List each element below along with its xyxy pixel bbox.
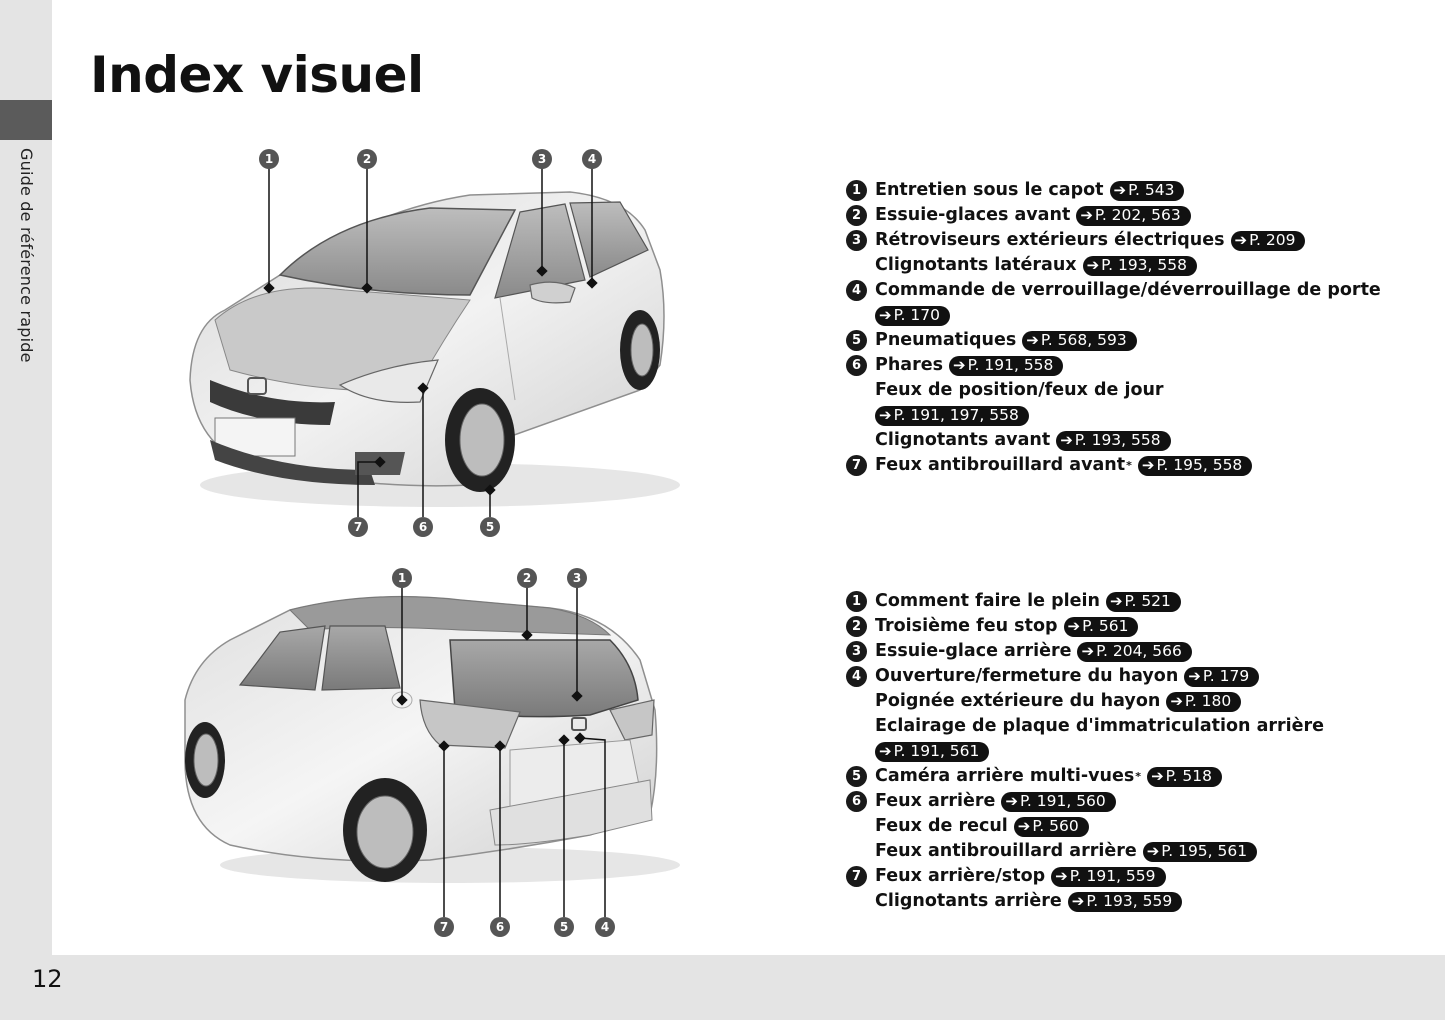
legend-item — [846, 764, 1416, 789]
arrow-right-icon: ➔ — [1017, 817, 1031, 835]
arrow-right-icon: ➔ — [1109, 592, 1123, 610]
item-label: Feux de position/feux de jour — [875, 380, 1164, 400]
svg-text:5: 5 — [485, 520, 495, 534]
footnote-star: * — [1135, 770, 1142, 783]
item-label: Ouverture/fermeture du hayon — [875, 666, 1179, 686]
page-reference-link[interactable] — [875, 406, 1029, 426]
page-reference-text: P. 170 — [893, 306, 940, 324]
page-reference-link[interactable] — [1110, 181, 1185, 201]
svg-text:5: 5 — [559, 920, 569, 934]
legend-item — [846, 303, 1416, 328]
legend-item — [846, 253, 1416, 278]
item-label: Feux arrière/stop — [875, 866, 1046, 886]
legend-item — [846, 589, 1416, 614]
page-reference-text: P. 195, 561 — [1161, 842, 1248, 860]
callout-marker — [357, 149, 377, 169]
callout-marker — [392, 568, 412, 588]
rear-car-illustration — [170, 560, 690, 940]
arrow-right-icon: ➔ — [1067, 617, 1081, 635]
legend-item — [846, 839, 1416, 864]
page-number: 12 — [32, 965, 63, 993]
item-number: 3 — [846, 641, 867, 662]
arrow-right-icon: ➔ — [1146, 842, 1160, 860]
rear-legend — [846, 589, 1416, 914]
legend-item — [846, 864, 1416, 889]
item-label: Phares — [875, 355, 944, 375]
arrow-right-icon: ➔ — [1055, 867, 1068, 885]
page-reference-text: P. 568, 593 — [1040, 331, 1127, 349]
legend-item — [846, 228, 1416, 253]
callout-marker — [532, 149, 552, 169]
page-reference-text: P. 191, 558 — [967, 356, 1054, 374]
page-reference-text: P. 518 — [1165, 767, 1213, 785]
item-label: Entretien sous le capot — [875, 180, 1104, 200]
svg-text:2: 2 — [522, 571, 532, 585]
page-reference-text: P. 180 — [1184, 692, 1232, 710]
page-reference-link[interactable] — [1147, 767, 1222, 787]
page-reference-text: P. 543 — [1128, 181, 1175, 199]
svg-text:6: 6 — [495, 920, 505, 934]
page-reference-link[interactable] — [1166, 692, 1241, 712]
page-reference-link[interactable] — [1076, 206, 1190, 226]
side-mirror — [530, 282, 575, 303]
item-number: 2 — [846, 205, 867, 226]
item-label: Clignotants latéraux — [875, 255, 1077, 275]
arrow-right-icon: ➔ — [879, 306, 892, 324]
arrow-right-icon: ➔ — [953, 356, 966, 374]
page-reference-link[interactable] — [1064, 617, 1139, 637]
section-tab[interactable] — [0, 100, 52, 140]
arrow-right-icon: ➔ — [1026, 331, 1039, 349]
legend-item — [846, 789, 1416, 814]
item-number: 6 — [846, 355, 867, 376]
callout-marker — [567, 568, 587, 588]
item-number: 6 — [846, 791, 867, 812]
page-reference-link[interactable] — [1184, 667, 1259, 687]
item-label: Clignotants arrière — [875, 891, 1062, 911]
legend-item — [846, 328, 1416, 353]
item-number: 4 — [846, 280, 867, 301]
front-legend — [846, 178, 1416, 478]
svg-text:7: 7 — [439, 920, 449, 934]
svg-text:1: 1 — [397, 571, 407, 585]
item-label: Troisième feu stop — [875, 616, 1058, 636]
item-label: Clignotants avant — [875, 430, 1051, 450]
page-reference-text: P. 191, 197, 558 — [893, 406, 1019, 424]
page-reference-link[interactable] — [1068, 892, 1182, 912]
rear-rim — [631, 324, 653, 376]
page-reference-link[interactable] — [949, 356, 1063, 376]
page-reference-text: P. 195, 558 — [1156, 456, 1243, 474]
item-number: 2 — [846, 616, 867, 637]
arrow-right-icon: ➔ — [1113, 181, 1127, 199]
page-reference-link[interactable] — [1022, 331, 1136, 351]
legend-item — [846, 664, 1416, 689]
arrow-right-icon: ➔ — [1151, 767, 1164, 785]
page-reference-link[interactable] — [1077, 642, 1191, 662]
callout-marker — [595, 917, 615, 937]
page-reference-text: P. 191, 561 — [893, 742, 980, 760]
rear-window — [450, 640, 638, 717]
svg-text:4: 4 — [587, 152, 597, 166]
item-label: Poignée extérieure du hayon — [875, 691, 1161, 711]
front-rim — [194, 734, 218, 786]
legend-item — [846, 614, 1416, 639]
callout-marker — [413, 517, 433, 537]
page-reference-text: P. 521 — [1124, 592, 1171, 610]
svg-text:3: 3 — [537, 152, 547, 166]
arrow-right-icon: ➔ — [1080, 206, 1093, 224]
item-label: Pneumatiques — [875, 330, 1017, 350]
callout-marker — [348, 517, 368, 537]
rear-car-drawing — [170, 560, 690, 940]
legend-item — [846, 639, 1416, 664]
legend-item — [846, 739, 1416, 764]
arrow-right-icon: ➔ — [1081, 642, 1095, 660]
item-number: 5 — [846, 766, 867, 787]
legend-item — [846, 814, 1416, 839]
item-label: Feux antibrouillard arrière — [875, 841, 1137, 861]
item-label: Feux antibrouillard avant — [875, 455, 1126, 475]
page-reference-link[interactable] — [1138, 456, 1252, 476]
page-reference-link[interactable] — [1143, 842, 1257, 862]
page-reference-link[interactable] — [875, 742, 989, 762]
callout-marker — [259, 149, 279, 169]
page-reference-text: P. 560 — [1032, 817, 1079, 835]
page-reference-link[interactable] — [1056, 431, 1170, 451]
item-label: Feux arrière — [875, 791, 996, 811]
item-number: 7 — [846, 866, 867, 887]
arrow-right-icon: ➔ — [879, 406, 892, 424]
svg-text:6: 6 — [418, 520, 428, 534]
item-label: Rétroviseurs extérieurs électriques — [875, 230, 1225, 250]
item-label: Essuie-glaces avant — [875, 205, 1071, 225]
arrow-right-icon: ➔ — [1234, 231, 1248, 249]
page-title: Index visuel — [90, 46, 424, 104]
section-label: Guide de référence rapide — [17, 148, 36, 363]
callout-marker — [490, 917, 510, 937]
page-reference-link[interactable] — [1051, 867, 1165, 887]
item-label: Caméra arrière multi-vues — [875, 766, 1135, 786]
arrow-right-icon: ➔ — [1060, 431, 1073, 449]
item-number: 3 — [846, 230, 867, 251]
legend-item — [846, 378, 1416, 403]
item-label: Essuie-glace arrière — [875, 641, 1072, 661]
svg-text:1: 1 — [264, 152, 274, 166]
page-footer — [0, 955, 1445, 1020]
arrow-right-icon: ➔ — [1005, 792, 1018, 810]
arrow-right-icon: ➔ — [1188, 667, 1201, 685]
legend-item — [846, 203, 1416, 228]
item-number: 1 — [846, 591, 867, 612]
page-reference-text: P. 202, 563 — [1094, 206, 1181, 224]
front-rim — [460, 404, 504, 476]
arrow-right-icon: ➔ — [1141, 456, 1155, 474]
item-label: Commande de verrouillage/déverrouillage de porte — [875, 280, 1381, 300]
page-reference-text: P. 191, 560 — [1019, 792, 1106, 810]
page-reference-text: P. 193, 558 — [1074, 431, 1161, 449]
callout-marker — [582, 149, 602, 169]
page-reference-link[interactable] — [1231, 231, 1306, 251]
rear-rim — [357, 796, 413, 868]
page-reference-text: P. 209 — [1249, 231, 1296, 249]
legend-item — [846, 353, 1416, 378]
page-reference-text: P. 191, 559 — [1069, 867, 1156, 885]
page-reference-link[interactable] — [1001, 792, 1115, 812]
legend-item — [846, 453, 1416, 478]
svg-text:4: 4 — [600, 920, 610, 934]
callout-marker — [517, 568, 537, 588]
callout-marker — [554, 917, 574, 937]
footnote-star: * — [1126, 459, 1132, 472]
page-reference-link[interactable] — [1106, 592, 1181, 612]
page-reference-text: P. 179 — [1202, 667, 1250, 685]
page-reference-link[interactable] — [1014, 817, 1089, 837]
item-label: Comment faire le plein — [875, 591, 1100, 611]
arrow-right-icon: ➔ — [1170, 692, 1183, 710]
svg-text:2: 2 — [362, 152, 372, 166]
legend-item — [846, 428, 1416, 453]
item-label: Feux de recul — [875, 816, 1008, 836]
item-number: 7 — [846, 455, 867, 476]
arrow-right-icon: ➔ — [1086, 256, 1100, 274]
page-reference-text: P. 204, 566 — [1096, 642, 1182, 660]
item-number: 1 — [846, 180, 867, 201]
legend-item — [846, 403, 1416, 428]
legend-item — [846, 689, 1416, 714]
legend-item — [846, 889, 1416, 914]
callout-marker — [434, 917, 454, 937]
page-reference-link[interactable] — [875, 306, 950, 326]
front-car-drawing — [170, 140, 690, 540]
legend-item — [846, 278, 1416, 303]
legend-item — [846, 714, 1416, 739]
item-number: 4 — [846, 666, 867, 687]
page-reference-text: P. 193, 558 — [1101, 256, 1187, 274]
page-reference-text: P. 561 — [1082, 617, 1129, 635]
svg-text:3: 3 — [572, 571, 582, 585]
item-number: 5 — [846, 330, 867, 351]
arrow-right-icon: ➔ — [879, 742, 892, 760]
legend-item — [846, 178, 1416, 203]
svg-text:7: 7 — [353, 520, 363, 534]
callout-marker — [480, 517, 500, 537]
item-label: Eclairage de plaque d'immatriculation arrière — [875, 716, 1325, 736]
page-reference-text: P. 193, 559 — [1086, 892, 1173, 910]
page-reference-link[interactable] — [1083, 256, 1197, 276]
front-car-illustration — [170, 140, 690, 540]
arrow-right-icon: ➔ — [1071, 892, 1085, 910]
